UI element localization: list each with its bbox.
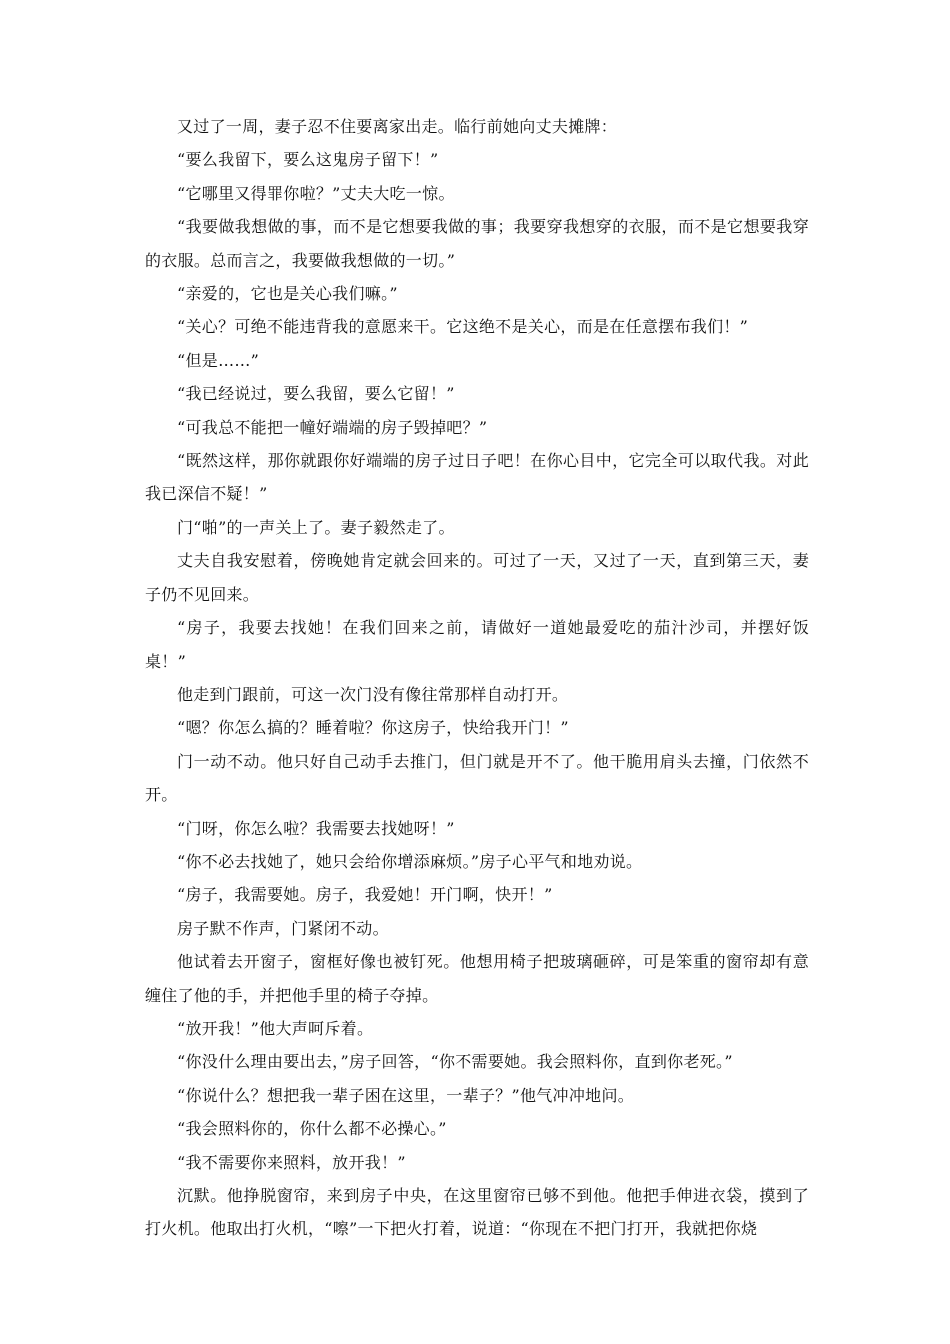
paragraph: “我不需要你来照料，放开我！”: [177, 1152, 406, 1172]
paragraph: “门呀，你怎么啦？我需要去找她呀！”: [177, 818, 455, 838]
document-body: [145, 110, 809, 1246]
paragraph: “既然这样，那你就跟你好端端的房子过日子吧！在你心目中，它完全可以取代我。对此我已深信不疑！”: [145, 451, 809, 504]
paragraph: “放开我！”他大声呵斥着。: [177, 1018, 374, 1038]
paragraph: “你说什么？想把我一辈子困在这里，一辈子？”他气冲冲地问。: [177, 1085, 635, 1105]
paragraph: “它哪里又得罪你啦？”丈夫大吃一惊。: [177, 183, 455, 203]
paragraph: 他试着去开窗子，窗框好像也被钉死。他想用椅子把玻璃砸碎，可是笨重的窗帘却有意缠住了他的手，并把他手里的椅子夺掉。: [145, 952, 809, 1005]
paragraph: “嗯？你怎么搞的？睡着啦？你这房子，快给我开门！”: [177, 718, 569, 738]
paragraph: “房子，我要去找她！在我们回来之前，请做好一道她最爱吃的茄汁沙司，并摆好饭桌！”: [145, 618, 809, 671]
paragraph: “你不必去找她了，她只会给你增添麻烦。”房子心平气和地劝说。: [177, 851, 643, 871]
paragraph: “房子，我需要她。房子，我爱她！开门啊，快开！”: [177, 885, 553, 905]
paragraph: “关心？可绝不能违背我的意愿来干。它这绝不是关心，而是在任意摆布我们！”: [177, 317, 749, 337]
paragraph: 他走到门跟前，可这一次门没有像往常那样自动打开。: [177, 684, 569, 704]
paragraph: “但是……”: [177, 350, 260, 370]
paragraph: 房子默不作声，门紧闭不动。: [177, 918, 389, 938]
paragraph: 又过了一周，妻子忍不住要离家出走。临行前她向丈夫摊牌：: [177, 117, 618, 136]
paragraph: “我要做我想做的事，而不是它想要我做的事；我要穿我想穿的衣服，而不是它想要我穿的衣服。总而言之，我要做我想做的一切。”: [145, 217, 809, 270]
paragraph: 门一动不动。他只好自己动手去推门，但门就是开不了。他干脆用肩头去撞，门依然不开。: [145, 751, 809, 805]
paragraph: “要么我留下，要么这鬼房子留下！”: [177, 150, 439, 170]
paragraph: “我已经说过，要么我留，要么它留！”: [177, 384, 455, 404]
paragraph: 门“啪”的一声关上了。妻子毅然走了。: [177, 517, 455, 537]
paragraph: 沉默。他挣脱窗帘，来到房子中央，在这里窗帘已够不到他。他把手伸进衣袋，摸到了打火机。他取出打火机，“嚓”一下把火打着，说道：“你现在不把门打开，我就把你烧: [145, 1186, 809, 1239]
paragraph: “我会照料你的，你什么都不必操心。”: [177, 1119, 447, 1139]
paragraph: “亲爱的，它也是关心我们嘛。”: [177, 284, 398, 304]
paragraph: “可我总不能把一幢好端端的房子毁掉吧？”: [177, 417, 488, 437]
paragraph: “你没什么理由要出去，”房子回答，“你不需要她。我会照料你，直到你老死。”: [177, 1052, 733, 1072]
paragraph: 丈夫自我安慰着，傍晚她肯定就会回来的。可过了一天，又过了一天，直到第三天，妻子仍不见回来。: [145, 551, 809, 604]
